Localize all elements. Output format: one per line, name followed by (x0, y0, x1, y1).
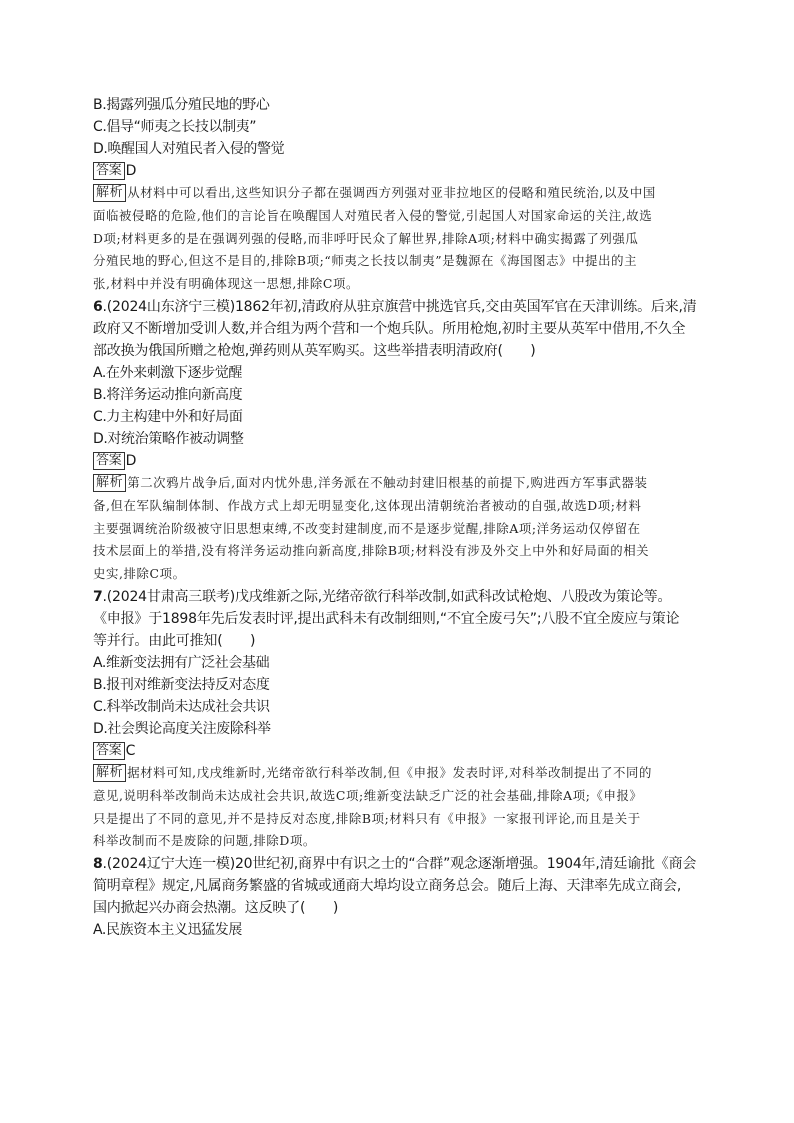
question-stem-line: 7.(2024甘肃高三联考)戊戌维新之际,光绪帝欲行科举改制,如武科改试枪炮、八股改为策论等。 (93, 588, 672, 605)
question-stem-line: 《申报》于1898年先后发表时评,提出武科未有改制细则,“不宜全废弓矢”;八股不宜全废应与策论 (93, 610, 680, 627)
explanation-line: 张,材料中并没有明确体现这一思想,排除C项。 (93, 276, 359, 292)
question-number: 8 (93, 856, 103, 873)
question-stem-line: 政府又不断增加受训人数,并合组为两个营和一个炮兵队。所用枪炮,初时主要从英军中借用,不久全 (93, 320, 686, 337)
question-stem-line: 简明章程》规定,凡属商务繁盛的省城或通商大埠均设立商务总会。随后上海、天津率先成立商会, (93, 878, 682, 895)
question-stem-line: 部改换为俄国所赠之枪炮,弹药则从英军购买。这些举措表明清政府( ) (93, 342, 536, 359)
option-c: C.倡导“师夷之长技以制夷” (93, 119, 257, 135)
question-8 (93, 853, 705, 941)
question-5-answer (93, 160, 705, 182)
explanation-line: 分殖民地的野心,但这不是目的,排除B项;“师夷之长技以制夷”是魏源在《海国图志》中提出的主 (93, 253, 638, 269)
explanation-line: 只是提出了不同的意见,并不是持反对态度,排除B项;材料只有《申报》一家报刊评论,而且是关于 (93, 810, 641, 826)
answer-value: D (125, 452, 137, 469)
document-body (93, 94, 705, 941)
explanation-line: 解析 据材料可知,戊戌维新时,光绪帝欲行科举改制,但《申报》发表时评,对科举改制提出了不同的 (93, 762, 705, 785)
explanation-tag: 解析 (93, 474, 126, 492)
explanation-line: 面临被侵略的危险,他们的言论旨在唤醒国人对殖民者入侵的警觉,引起国人对国家命运的关注,故选 (93, 207, 653, 223)
explanation-line: 意见,说明科举改制尚未达成社会共识,故选C项;维新变法缺乏广泛的社会基础,排除A项;《申报》 (93, 787, 643, 803)
option-a: A.民族资本主义迅猛发展 (93, 922, 242, 939)
option-a: A.维新变法拥有广泛社会基础 (93, 654, 270, 671)
option-b: B.揭露列强瓜分殖民地的野心 (93, 97, 270, 113)
answer-tag: 答案 (93, 162, 125, 180)
option-c: C.力主构建中外和好局面 (93, 408, 243, 425)
answer-value: C (125, 742, 136, 759)
explanation-line: 解析 从材料中可以看出,这些知识分子都在强调西方列强对亚非拉地区的侵略和殖民统治,以及中国 (93, 182, 705, 205)
option-a: A.在外来刺激下逐步觉醒 (93, 364, 242, 381)
question-5-explanation (93, 182, 705, 296)
explanation-line: D项;材料更多的是在强调列强的侵略,而非呼吁民众了解世界,排除A项;材料中确实揭露了列强瓜 (93, 230, 639, 246)
explanation-line: 主要强调统治阶级被守旧思想束缚,不改变封建制度,而不是逐步觉醒,排除A项;洋务运动仅停留在 (93, 520, 641, 536)
option-d: D.社会舆论高度关注废除科举 (93, 720, 271, 737)
answer-tag: 答案 (93, 452, 125, 470)
option-c: C.科举改制尚未达成社会共识 (93, 698, 270, 715)
option-d: D.唤醒国人对殖民者入侵的警觉 (93, 141, 285, 157)
explanation-tag: 解析 (93, 184, 126, 202)
explanation-line: 科举改制而不是废除的问题,排除D项。 (93, 833, 316, 849)
answer-value: D (125, 163, 137, 179)
explanation-line: 备,但在军队编制体制、作战方式上却无明显变化,这体现出清朝统治者被动的自强,故选D项;材料 (93, 497, 642, 513)
question-6 (93, 296, 705, 586)
option-b: B.报刊对维新变法持反对态度 (93, 676, 270, 693)
question-7 (93, 586, 705, 853)
answer-tag: 答案 (93, 742, 125, 760)
question-stem-line: 8.(2024辽宁大连一模)20世纪初,商界中有识之士的“合群”观念逐渐增强。1904年,清廷谕批《商会 (93, 856, 697, 873)
explanation-line: 解析 第二次鸦片战争后,面对内忧外患,洋务派在不触动封建旧根基的前提下,购进西方军事武器装 (93, 472, 705, 495)
option-b: B.将洋务运动推向新高度 (93, 386, 243, 403)
explanation-line: 技术层面上的举措,没有将洋务运动推向新高度,排除B项;材料没有涉及外交上中外和好局面的相关 (93, 543, 650, 559)
question-6-answer (93, 450, 705, 472)
question-stem-line: 国内掀起兴办商会热潮。这反映了( ) (93, 900, 339, 917)
question-stem-line: 等并行。由此可推知( ) (93, 632, 256, 649)
question-stem-line: 6.(2024山东济宁三模)1862年初,清政府从驻京旗营中挑选官兵,交由英国军官在天津训练。后来,清 (93, 298, 697, 315)
option-d: D.对统治策略作被动调整 (93, 430, 244, 447)
explanation-line: 史实,排除C项。 (93, 566, 186, 582)
question-7-answer (93, 740, 705, 762)
question-number: 6 (93, 298, 103, 315)
question-5-options (93, 94, 705, 160)
explanation-tag: 解析 (93, 764, 126, 782)
question-number: 7 (93, 588, 103, 605)
